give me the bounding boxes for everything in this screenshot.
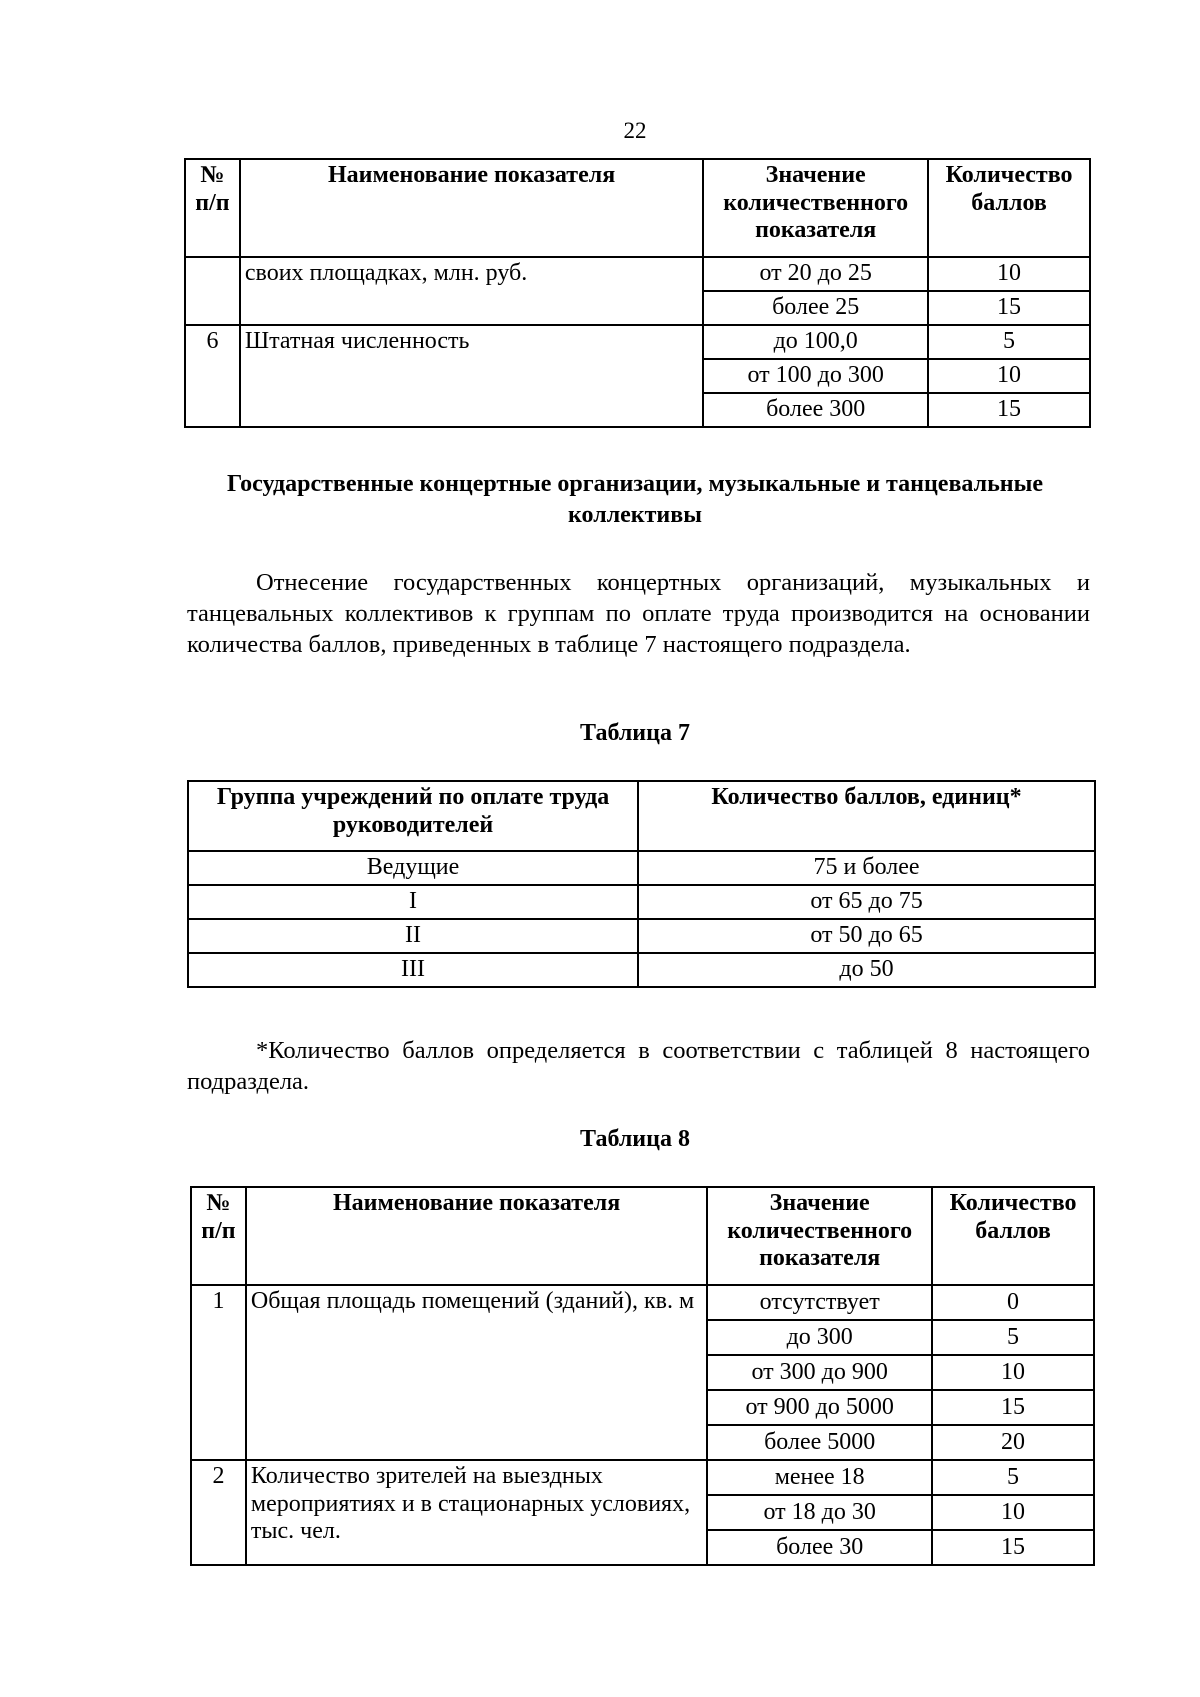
indicator-value: менее 18	[707, 1460, 932, 1495]
table-row	[188, 919, 1095, 953]
indicator-value: более 25	[703, 291, 928, 325]
column-header-points: Количество баллов	[932, 1187, 1094, 1285]
group-cell: II	[188, 919, 638, 953]
column-header-value: Значение количественного показателя	[707, 1187, 932, 1285]
indicator-points: 15	[932, 1390, 1094, 1425]
row-number: 6	[185, 325, 240, 427]
indicator-value: от 100 до 300	[703, 359, 928, 393]
indicator-points: 0	[932, 1285, 1094, 1320]
points-cell: от 65 до 75	[638, 885, 1095, 919]
group-cell: Ведущие	[188, 851, 638, 885]
indicator-value: до 100,0	[703, 325, 928, 359]
column-header-group: Группа учреждений по оплате труда руководителей	[188, 781, 638, 851]
row-number: 1	[191, 1285, 246, 1460]
page-number: 22	[623, 118, 647, 143]
group-cell: III	[188, 953, 638, 987]
indicator-value: от 18 до 30	[707, 1495, 932, 1530]
points-cell: от 50 до 65	[638, 919, 1095, 953]
group-cell: I	[188, 885, 638, 919]
table-row	[191, 1460, 1094, 1495]
indicator-points: 15	[928, 291, 1090, 325]
indicator-value: от 900 до 5000	[707, 1390, 932, 1425]
continued-indicators-table	[184, 158, 1091, 428]
table-row	[188, 953, 1095, 987]
indicator-value: от 20 до 25	[703, 257, 928, 291]
table-header-row	[191, 1187, 1094, 1285]
indicator-points: 10	[928, 359, 1090, 393]
column-header-points: Количество баллов	[928, 159, 1090, 257]
section-heading: Государственные концертные организации, музыкальные и танцевальные коллективы	[226, 471, 1043, 528]
indicator-value: до 300	[707, 1320, 932, 1355]
indicator-points: 5	[928, 325, 1090, 359]
table-row	[188, 851, 1095, 885]
row-number: 2	[191, 1460, 246, 1565]
row-number	[185, 257, 240, 325]
indicator-value: отсутствует	[707, 1285, 932, 1320]
table-header-row	[188, 781, 1095, 851]
column-header-value: Значение количественного показателя	[703, 159, 928, 257]
table-row	[191, 1285, 1094, 1320]
indicator-value: более 5000	[707, 1425, 932, 1460]
table-row	[188, 885, 1095, 919]
indicator-name: Общая площадь помещений (зданий), кв. м	[246, 1285, 707, 1460]
indicator-points: 10	[928, 257, 1090, 291]
column-header-points: Количество баллов, единиц*	[638, 781, 1095, 851]
table7-caption: Таблица 7	[580, 720, 690, 746]
indicator-value: более 30	[707, 1530, 932, 1565]
indicator-value: более 300	[703, 393, 928, 427]
indicator-value: от 300 до 900	[707, 1355, 932, 1390]
indicator-points: 5	[932, 1460, 1094, 1495]
indicator-name: своих площадках, млн. руб.	[240, 257, 703, 325]
column-header-number: № п/п	[185, 159, 240, 257]
indicator-points: 10	[932, 1495, 1094, 1530]
indicator-name: Штатная численность	[240, 325, 703, 427]
table-header-row	[185, 159, 1090, 257]
table-row	[185, 257, 1090, 291]
indicator-points: 15	[928, 393, 1090, 427]
table8-caption: Таблица 8	[580, 1126, 690, 1152]
indicator-name: Количество зрителей на выездных мероприятиях и в стационарных условиях, тыс. чел.	[246, 1460, 707, 1565]
column-header-indicator: Наименование показателя	[246, 1187, 707, 1285]
table-row	[185, 325, 1090, 359]
intro-paragraph: Отнесение государственных концертных организаций, музыкальных и танцевальных коллективов к группам по оплате труда производится на основании количества баллов, приведенных в таблице 7 настоящего подраздела.	[187, 569, 1090, 658]
footnote: *Количество баллов определяется в соответствии с таблицей 8 настоящего подраздела.	[187, 1037, 1090, 1095]
indicator-points: 15	[932, 1530, 1094, 1565]
points-cell: до 50	[638, 953, 1095, 987]
column-header-number: № п/п	[191, 1187, 246, 1285]
indicator-points: 10	[932, 1355, 1094, 1390]
column-header-indicator: Наименование показателя	[240, 159, 703, 257]
indicator-points: 20	[932, 1425, 1094, 1460]
points-cell: 75 и более	[638, 851, 1095, 885]
indicator-points: 5	[932, 1320, 1094, 1355]
table8	[190, 1186, 1095, 1566]
table7	[187, 780, 1096, 988]
